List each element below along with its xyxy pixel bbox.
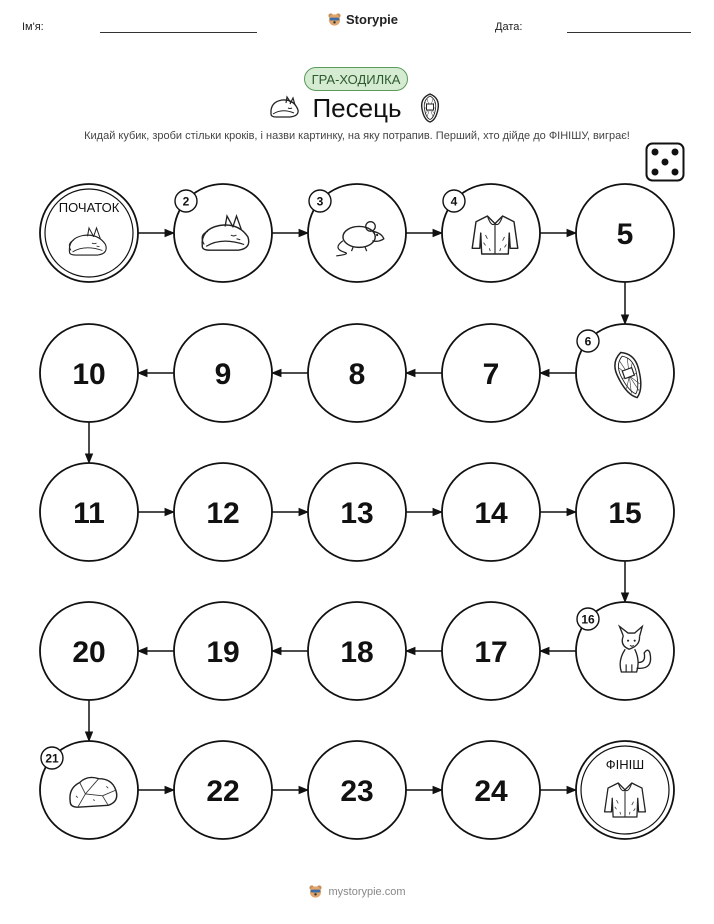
cell-number: 6: [584, 334, 592, 349]
bear-mascot-icon: [308, 884, 323, 899]
start-label: ПОЧАТОК: [58, 200, 120, 215]
board-cell[interactable]: [576, 602, 674, 700]
cell-number: 12: [206, 497, 240, 530]
board-cell[interactable]: [308, 324, 406, 422]
date-label: Дата:: [495, 21, 523, 33]
cell-number: 3: [316, 194, 324, 209]
brand-name: Storypie: [346, 12, 399, 27]
cell-number: 14: [474, 497, 508, 530]
cell-number: 4: [450, 194, 458, 209]
cell-number: 5: [616, 218, 634, 251]
cell-number: 9: [214, 358, 232, 391]
board-cell[interactable]: [442, 602, 540, 700]
board-cell[interactable]: [308, 602, 406, 700]
board-cell[interactable]: [308, 741, 406, 839]
footer-url[interactable]: mystorypie.com: [328, 885, 406, 898]
board-cell[interactable]: [442, 184, 540, 282]
cell-number: 11: [73, 497, 105, 530]
board-cell[interactable]: [576, 463, 674, 561]
board-cell[interactable]: [442, 741, 540, 839]
cell-number: 10: [72, 358, 106, 391]
start-cell[interactable]: [40, 184, 138, 282]
board-cell[interactable]: [442, 324, 540, 422]
board-cell[interactable]: [308, 184, 406, 282]
cell-number: 20: [72, 636, 106, 669]
footer: [0, 884, 714, 899]
board-cell[interactable]: [40, 324, 138, 422]
board-cell[interactable]: [174, 741, 272, 839]
board-cell[interactable]: [40, 602, 138, 700]
board-cell[interactable]: [308, 463, 406, 561]
cell-number: 18: [340, 636, 374, 669]
cell-number: 23: [340, 775, 374, 808]
cell-number: 2: [182, 194, 190, 209]
game-type-badge: ГРА-ХОДИЛКА: [304, 67, 408, 91]
cell-number: 21: [45, 751, 59, 766]
board-cell[interactable]: [40, 463, 138, 561]
cell-number: 15: [608, 497, 642, 530]
cell-number: 19: [206, 636, 240, 669]
board-cell[interactable]: [174, 324, 272, 422]
board-cell[interactable]: [442, 463, 540, 561]
game-instructions: Кидай кубик, зроби стільки кроків, і назви картинку, на яку потрапив. Перший, хто дійде до ФІНІШУ, виграє!: [84, 130, 630, 142]
board-cell[interactable]: [576, 184, 674, 282]
board-cell[interactable]: [174, 463, 272, 561]
cell-number: 22: [206, 775, 240, 808]
cell-number: 8: [348, 358, 366, 391]
page-title: Песець: [312, 93, 402, 123]
board-cell[interactable]: [174, 602, 272, 700]
name-label: Ім'я:: [22, 21, 44, 33]
cell-number: 24: [474, 775, 508, 808]
board-cell[interactable]: [174, 184, 272, 282]
cell-number: 16: [581, 612, 595, 627]
cell-number: 7: [482, 358, 500, 391]
finish-label: ФІНІШ: [605, 757, 645, 772]
cell-number: 13: [340, 497, 374, 530]
cell-number: 17: [474, 636, 508, 669]
